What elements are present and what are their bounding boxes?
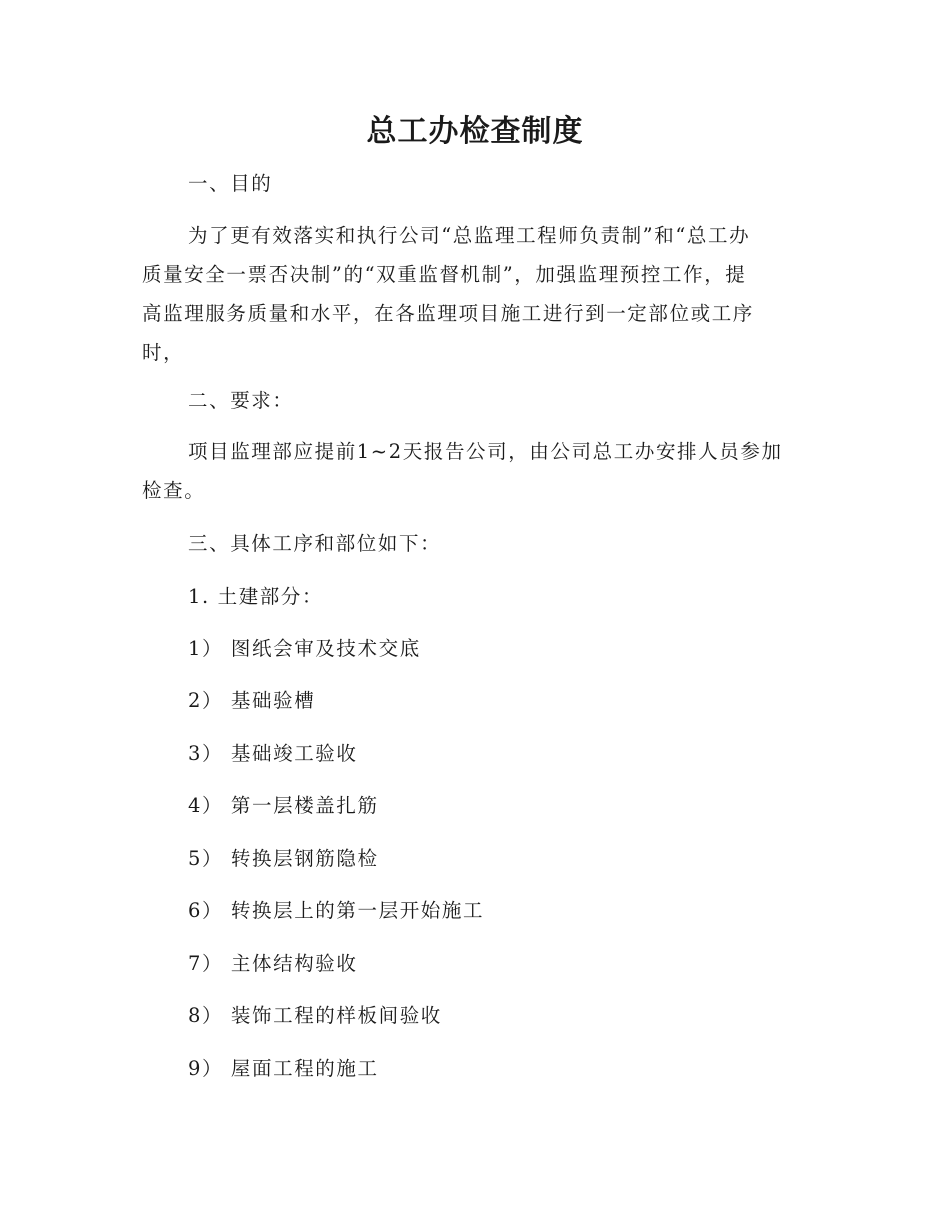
paragraph-line: 质量安全一票否决制”的“双重监督机制”，加强监理预控工作，提	[142, 263, 747, 286]
list-item: 2） 基础验槽	[188, 689, 316, 712]
section-1-paragraph	[142, 216, 802, 372]
section-3-heading: 三、具体工序和部位如下：	[188, 532, 442, 555]
paragraph-line: 为了更有效落实和执行公司“总监理工程师负责制”和“总工办	[188, 224, 751, 247]
section-2-paragraph	[142, 432, 802, 510]
paragraph-line: 高监理服务质量和水平，在各监理项目施工进行到一定部位或工序	[142, 302, 754, 325]
list-item: 4） 第一层楼盖扎筋	[188, 794, 379, 817]
list-item: 5） 转换层钢筋隐检	[188, 847, 379, 870]
section-1-heading: 一、目的	[188, 172, 273, 195]
list-item: 1） 图纸会审及技术交底	[188, 637, 421, 660]
list-item: 6） 转换层上的第一层开始施工	[188, 899, 485, 922]
paragraph-line: 检查。	[142, 479, 206, 502]
section-2-heading: 二、要求：	[188, 389, 294, 412]
list-item: 8） 装饰工程的样板间验收	[188, 1004, 442, 1027]
document-title: 总工办检查制度	[366, 114, 584, 149]
paragraph-line: 时，	[142, 341, 185, 364]
list-item: 3） 基础竣工验收	[188, 742, 358, 765]
paragraph-line: 项目监理部应提前1~2天报告公司，由公司总工办安排人员参加	[188, 440, 783, 463]
subsection-1-heading: 1. 土建部分：	[188, 585, 324, 608]
list-item: 9） 屋面工程的施工	[188, 1057, 379, 1080]
list-item: 7） 主体结构验收	[188, 952, 358, 975]
